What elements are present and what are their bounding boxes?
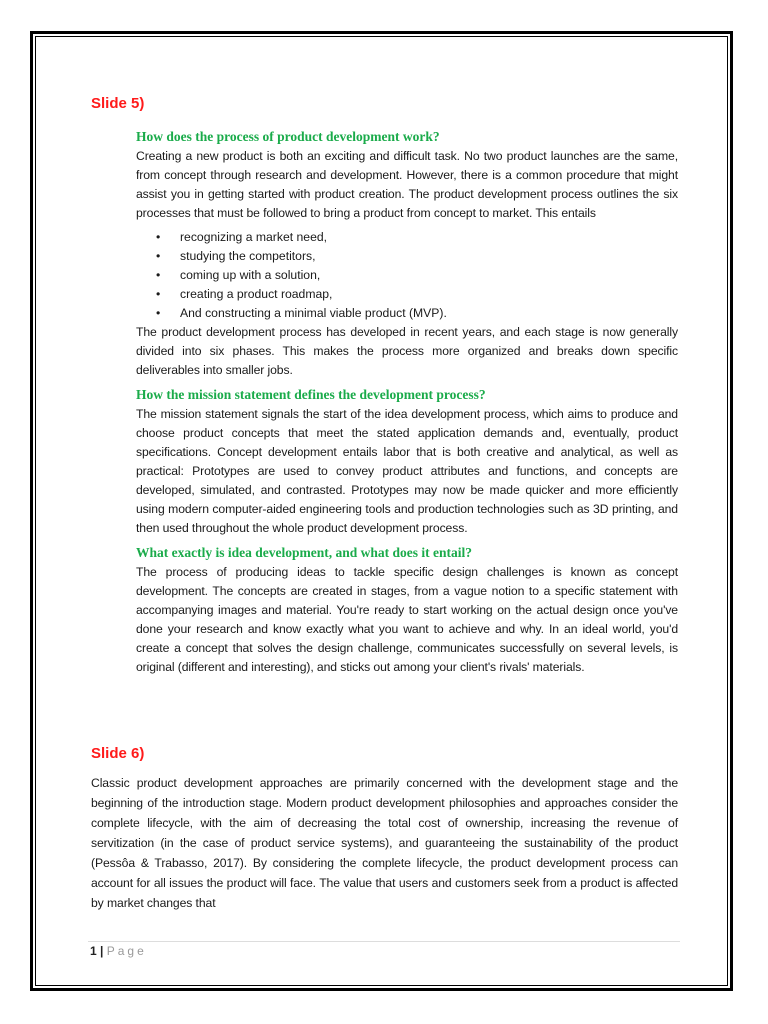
slide-6-content — [91, 773, 678, 913]
question-heading-1: How does the process of product development work? — [136, 129, 440, 144]
list-item — [136, 266, 678, 285]
list-item — [136, 247, 678, 266]
slide-5-heading: Slide 5) — [91, 95, 145, 112]
list-item — [136, 228, 678, 247]
list-item-text: studying the competitors, — [180, 249, 316, 263]
list-item — [136, 304, 678, 323]
page-footer — [90, 944, 147, 958]
paragraph: The mission statement signals the start of the idea development process, which aims to produce and choose product concepts that meet the stated application demands and, eventually, product specifications. Concept development entails labor that is both creative and analytical, as well as practical: Prototypes are used to convey product attributes and functions, and concepts are developed, simulated, and contrasted. Prototypes may now be made quicker and more efficiently using modern computer-aided engineering tools and production technologies such as 3D printing, and then used throughout the whole product development process. — [136, 407, 678, 535]
bullet: • — [156, 287, 161, 301]
paragraph: Classic product development approaches are primarily concerned with the development stage and the beginning of the introduction stage. Modern product development philosophies and approaches consider the complete lifecycle, with the aim of decreasing the total cost of ownership, increasing the revenue of servitization (in the case of product service systems), and guaranteeing the sustainability of the product (Pessôa & Trabasso, 2017). By considering the complete lifecycle, the product development process can account for all issues the product will face. The value that users and customers seek from a product is affected by market changes that — [91, 776, 678, 910]
question-heading-2: How the mission statement defines the development process? — [136, 387, 486, 402]
page-label: Page — [106, 944, 147, 958]
footer-separator: | — [100, 944, 104, 958]
question-heading-3: What exactly is idea development, and what does it entail? — [136, 545, 472, 560]
slide-5-content — [136, 128, 678, 677]
paragraph: The process of producing ideas to tackle specific design challenges is known as concept development. The concepts are created in stages, from a vague notion to a specific statement with accompanying images and material. You're ready to start working on the actual design once you've done your research and know exactly what you want to achieve and why. In an ideal world, you'd create a concept that solves the design challenge, communicates successfully on several levels, is original (different and interesting), and sticks out among your client's rivals' materials. — [136, 565, 678, 674]
paragraph: The product development process has developed in recent years, and each stage is now generally divided into six phases. This makes the process more organized and breaks down specific deliverables into smaller jobs. — [136, 325, 678, 377]
footer-divider — [88, 941, 680, 942]
paragraph: Creating a new product is both an exciting and difficult task. No two product launches are the same, from concept through research and development. However, there is a common procedure that might assist you in getting started with product creation. The product development process outlines the six processes that must be followed to bring a product from concept to market. This entails — [136, 149, 678, 220]
bullet: • — [156, 306, 161, 320]
page-number: 1 — [90, 944, 97, 958]
bullet-list — [136, 228, 678, 323]
bullet: • — [156, 268, 161, 282]
bullet: • — [156, 230, 161, 244]
list-item-text: coming up with a solution, — [180, 268, 321, 282]
list-item — [136, 285, 678, 304]
list-item-text: And constructing a minimal viable product (MVP). — [180, 306, 447, 320]
list-item-text: recognizing a market need, — [180, 230, 328, 244]
bullet: • — [156, 249, 161, 263]
slide-6-heading: Slide 6) — [91, 745, 145, 762]
list-item-text: creating a product roadmap, — [180, 287, 333, 301]
